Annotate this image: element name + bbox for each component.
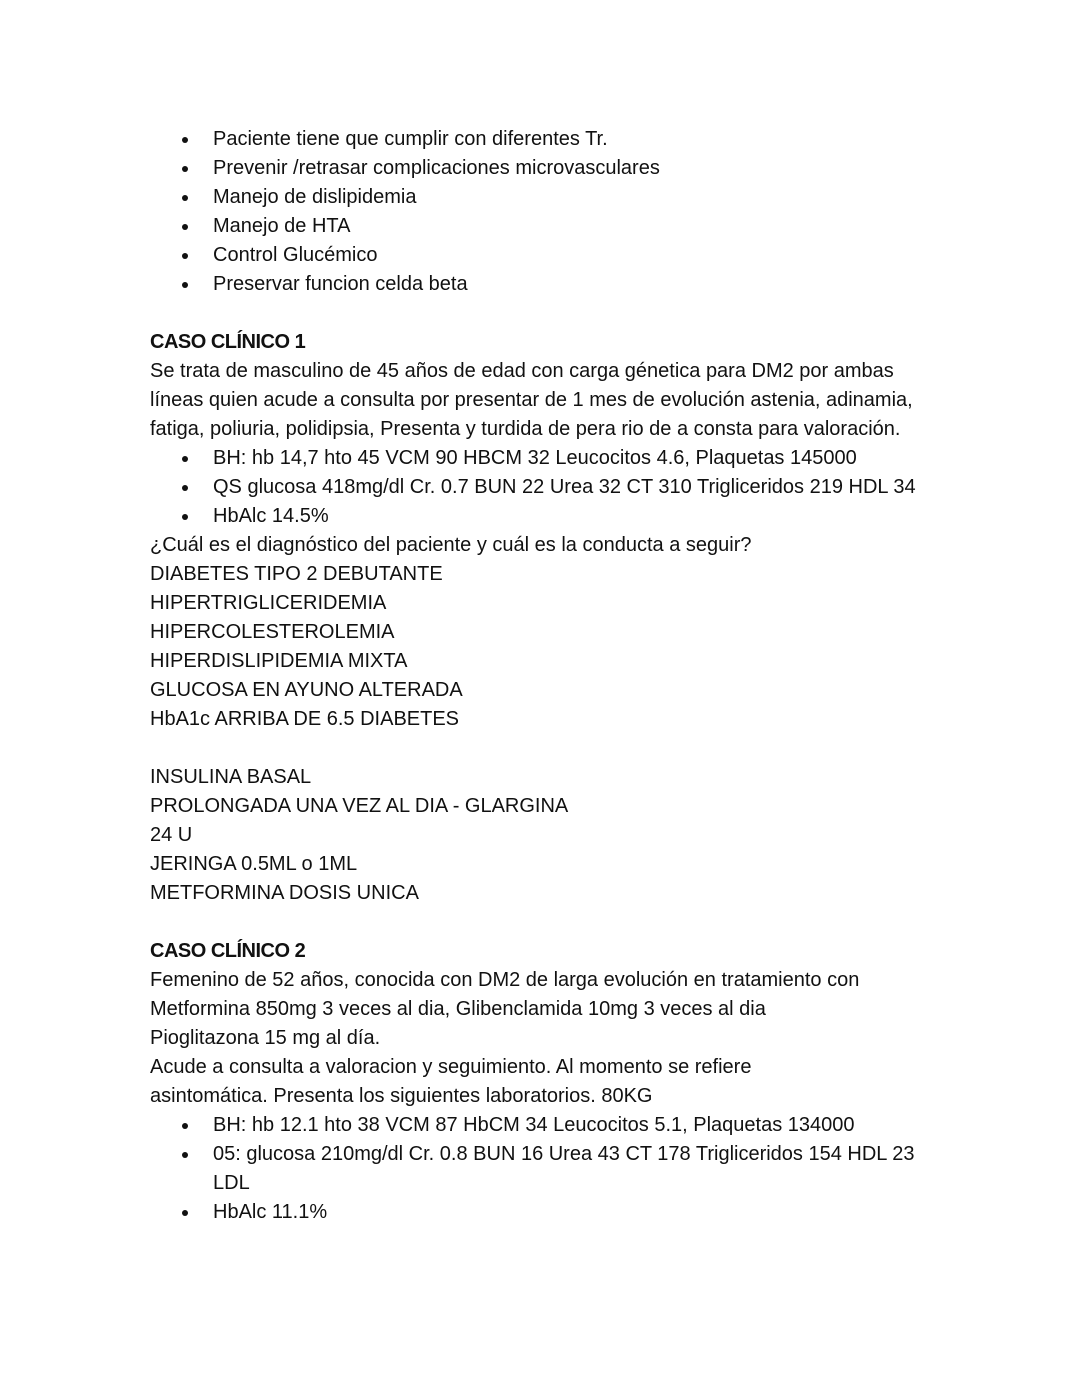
lab-item: QS glucosa 418mg/dl Cr. 0.7 BUN 22 Urea 32 CT 310 Trigliceridos 219 HDL 34 <box>150 473 940 502</box>
document-page <box>150 125 940 1227</box>
case-1-treatment <box>150 763 940 908</box>
bullet-icon <box>182 456 188 462</box>
treatment-line: 24 U <box>150 824 193 846</box>
list-item: Control Glucémico <box>150 241 940 270</box>
case-1-description: Se trata de masculino de 45 años de edad con carga génetica para DM2 por ambas líneas quien acude a consulta por presentar de 1 mes de evolución astenia, adinamia, fatiga, poliuria, polidipsia, Presenta y turdida de pera rio de a consta para valoración. <box>150 360 913 440</box>
bullet-icon <box>182 282 188 288</box>
diagnosis-line: HbA1c ARRIBA DE 6.5 DIABETES <box>150 708 460 730</box>
list-item: Manejo de dislipidemia <box>150 183 940 212</box>
bullet-icon <box>182 514 188 520</box>
bullet-icon <box>182 224 188 230</box>
bullet-icon <box>182 253 188 259</box>
lab-item: BH: hb 14,7 hto 45 VCM 90 HBCM 32 Leucocitos 4.6, Plaquetas 145000 <box>150 444 940 473</box>
case-2 <box>150 937 940 1227</box>
bullet-icon <box>182 1152 188 1158</box>
description-line: asintomática. Presenta los siguientes laboratorios. 80KG <box>150 1085 653 1107</box>
lab-item: HbAlc 11.1% <box>150 1198 940 1227</box>
bullet-icon <box>182 166 188 172</box>
lab-item: HbAlc 14.5% <box>150 502 940 531</box>
diagnosis-line: HIPERCOLESTEROLEMIA <box>150 621 395 643</box>
spacer <box>150 908 940 937</box>
case-1 <box>150 328 940 908</box>
list-item: Manejo de HTA <box>150 212 940 241</box>
treatment-line: JERINGA 0.5ML o 1ML <box>150 853 358 875</box>
case-2-description <box>150 966 940 1111</box>
diagnosis-line: GLUCOSA EN AYUNO ALTERADA <box>150 679 463 701</box>
case-1-question: ¿Cuál es el diagnóstico del paciente y cuál es la conducta a seguir? <box>150 534 752 556</box>
treatment-line: METFORMINA DOSIS UNICA <box>150 882 419 904</box>
spacer <box>150 299 940 328</box>
bullet-icon <box>182 195 188 201</box>
bullet-icon <box>182 137 188 143</box>
case-2-labs <box>150 1111 940 1227</box>
list-item: Paciente tiene que cumplir con diferentes Tr. <box>150 125 940 154</box>
lab-item: BH: hb 12.1 hto 38 VCM 87 HbCM 34 Leucocitos 5.1, Plaquetas 134000 <box>150 1111 940 1140</box>
diagnosis-line: DIABETES TIPO 2 DEBUTANTE <box>150 563 443 585</box>
spacer <box>150 734 940 763</box>
list-item: Prevenir /retrasar complicaciones microvasculares <box>150 154 940 183</box>
bullet-icon <box>182 1123 188 1129</box>
lab-item: 05: glucosa 210mg/dl Cr. 0.8 BUN 16 Urea 43 CT 178 Trigliceridos 154 HDL 23 LDL <box>150 1140 940 1198</box>
objectives-list <box>150 125 940 299</box>
case-1-diagnoses <box>150 560 940 734</box>
bullet-icon <box>182 1210 188 1216</box>
description-line: Acude a consulta a valoracion y seguimiento. Al momento se refiere <box>150 1056 752 1078</box>
description-line: Metformina 850mg 3 veces al dia, Glibenclamida 10mg 3 veces al dia <box>150 998 766 1020</box>
diagnosis-line: HIPERTRIGLICERIDEMIA <box>150 592 387 614</box>
diagnosis-line: HIPERDISLIPIDEMIA MIXTA <box>150 650 408 672</box>
case-1-title: CASO CLÍNICO 1 <box>150 331 306 353</box>
treatment-line: INSULINA BASAL <box>150 766 312 788</box>
treatment-line: PROLONGADA UNA VEZ AL DIA - GLARGINA <box>150 795 569 817</box>
list-item: Preservar funcion celda beta <box>150 270 940 299</box>
case-1-labs <box>150 444 940 531</box>
bullet-icon <box>182 485 188 491</box>
description-line: Femenino de 52 años, conocida con DM2 de larga evolución en tratamiento con <box>150 969 860 991</box>
description-line: Pioglitazona 15 mg al día. <box>150 1027 381 1049</box>
case-2-title: CASO CLÍNICO 2 <box>150 940 306 962</box>
